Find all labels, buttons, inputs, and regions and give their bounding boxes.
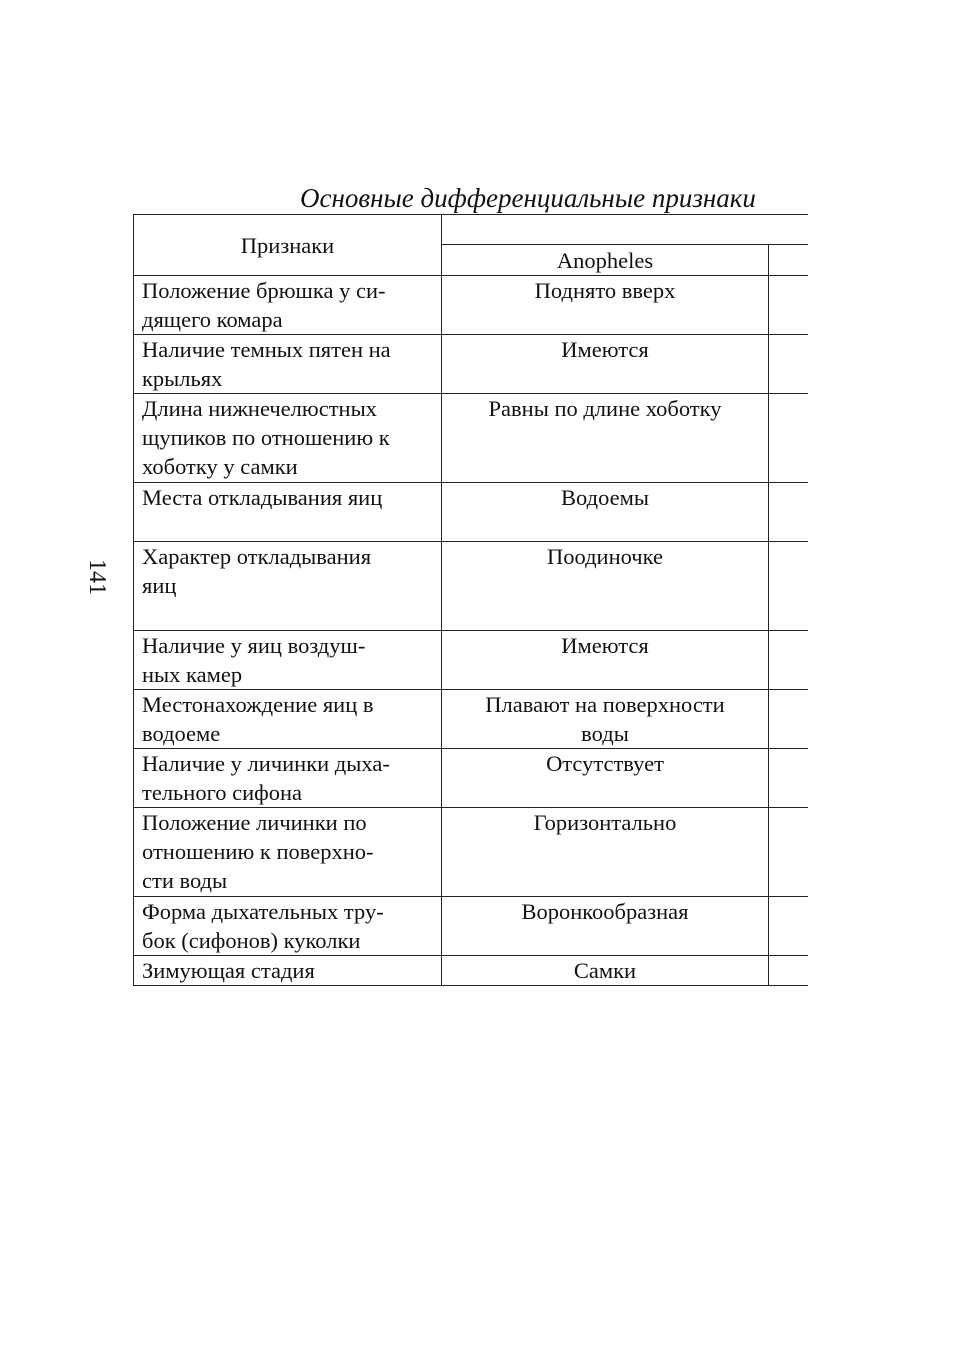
row-col2 (769, 749, 809, 808)
table-title: Основные дифференциальные признаки (300, 183, 756, 213)
row-col2 (769, 897, 809, 956)
row-anopheles: Воронкообразная (442, 897, 769, 956)
row-anopheles: Отсутствует (442, 749, 769, 808)
header-col2 (769, 245, 809, 276)
row-anopheles: Поодиночке (442, 542, 769, 631)
table-row (134, 394, 809, 483)
comparison-table (133, 214, 808, 986)
table-row (134, 897, 809, 956)
row-anopheles: Плавают на поверхности воды (442, 690, 769, 749)
row-feature: Местонахождение яиц в водоеме (134, 690, 442, 749)
row-feature: Форма дыхательных тру- бок (сифонов) куколки (134, 897, 442, 956)
row-feature: Места откладывания яиц (134, 483, 442, 542)
row-anopheles: Поднято вверх (442, 276, 769, 335)
table-row (134, 749, 809, 808)
row-anopheles: Равны по длине хоботку (442, 394, 769, 483)
table-row (134, 956, 809, 986)
page-number: 141 (84, 559, 110, 595)
row-col2 (769, 631, 809, 690)
table-row (134, 542, 809, 631)
row-feature: Наличие темных пятен на крыльях (134, 335, 442, 394)
row-feature: Положение брюшка у си- дящего комара (134, 276, 442, 335)
row-col2 (769, 276, 809, 335)
row-col2 (769, 483, 809, 542)
table-row (134, 483, 809, 542)
header-group (442, 215, 809, 245)
table-row (134, 631, 809, 690)
table-row (134, 808, 809, 897)
row-anopheles: Горизонтально (442, 808, 769, 897)
table-row (134, 690, 809, 749)
row-col2 (769, 335, 809, 394)
row-anopheles: Имеются (442, 631, 769, 690)
header-anopheles: Anopheles (442, 245, 769, 276)
row-feature: Положение личинки по отношению к поверхно- сти воды (134, 808, 442, 897)
row-feature: Наличие у яиц воздуш- ных камер (134, 631, 442, 690)
table-row (134, 276, 809, 335)
row-col2 (769, 542, 809, 631)
row-feature: Характер откладывания яиц (134, 542, 442, 631)
row-feature: Длина нижнечелюстных щупиков по отношению к хоботку у самки (134, 394, 442, 483)
row-feature: Зимующая стадия (134, 956, 442, 986)
row-col2 (769, 808, 809, 897)
row-anopheles: Водоемы (442, 483, 769, 542)
row-feature: Наличие у личинки дыха- тельного сифона (134, 749, 442, 808)
row-col2 (769, 956, 809, 986)
row-col2 (769, 690, 809, 749)
row-anopheles: Самки (442, 956, 769, 986)
row-anopheles: Имеются (442, 335, 769, 394)
row-col2 (769, 394, 809, 483)
table-row (134, 335, 809, 394)
header-feature: Признаки (134, 215, 442, 276)
